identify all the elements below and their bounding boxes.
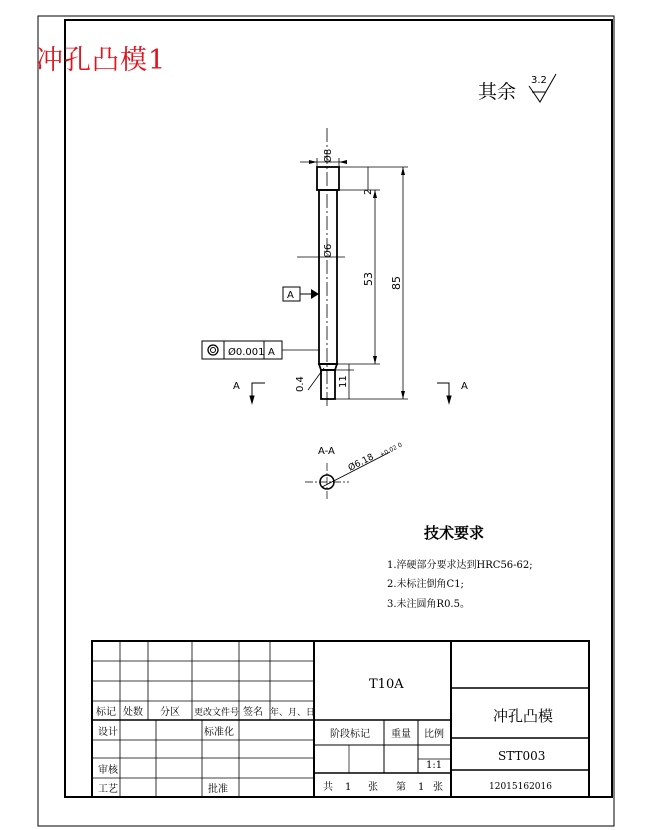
label-standardization: 标准化 (204, 727, 234, 738)
outer-border (38, 16, 614, 826)
punch-tip (321, 370, 335, 399)
inner-border (65, 20, 612, 797)
tech-req-item-1: 1.淬硬部分要求达到HRC56-62; (387, 560, 533, 571)
sheet-number: 1 (418, 782, 425, 793)
label-process: 工艺 (98, 784, 118, 795)
dim-shank-length: 53 (362, 272, 375, 286)
tolerance-datum: A (268, 347, 275, 358)
label-stage: 阶段标记 (330, 729, 370, 740)
dim-tip-length: 11 (338, 375, 349, 388)
section-marker-left (250, 383, 265, 403)
section-marker-right (437, 383, 451, 403)
section-view (305, 452, 390, 500)
concentricity-icon (208, 345, 218, 355)
document-code: 12015162016 (489, 782, 552, 792)
label-weight: 重量 (391, 729, 411, 740)
section-view-title: A-A (318, 446, 335, 457)
roughness-label: 其余 (478, 81, 517, 103)
header-signature: 签名 (243, 707, 263, 718)
concentricity-inner-icon (211, 348, 216, 353)
dim-chamfer: 0.4 (295, 376, 306, 392)
tech-req-title: 技术要求 (424, 524, 485, 542)
total-count: 1 (345, 782, 352, 793)
dim-tip-dia: Ø6.18 (346, 452, 376, 474)
label-sheets: 张 (368, 782, 378, 793)
tech-req-item-3: 3.未注圆角R0.5。 (387, 599, 470, 610)
label-design: 设计 (98, 727, 118, 738)
punch-part (317, 167, 339, 399)
label-approve: 批准 (208, 784, 228, 795)
tolerance-value: Ø0.001 (228, 347, 265, 358)
dim-head-dia: Ø8 (323, 148, 334, 163)
dim-shank-dia: Ø6 (323, 243, 334, 258)
header-mark: 标记 (96, 707, 116, 718)
header-count: 处数 (123, 707, 143, 718)
scale-value: 1:1 (426, 760, 443, 771)
label-sheet: 第 (396, 782, 406, 793)
title-block-headers (96, 705, 315, 718)
section-label-right: A (461, 381, 468, 392)
label-scale: 比例 (424, 729, 444, 740)
drawing-title: 冲孔凸模1 (36, 45, 167, 76)
dim-head-height: 2 (363, 188, 374, 195)
punch-head (317, 167, 339, 190)
part-name: 冲孔凸模 (493, 707, 554, 725)
header-change-doc: 更改文件号 (194, 708, 240, 718)
drawing-number: STT003 (498, 749, 546, 763)
material: T10A (369, 677, 404, 692)
tolerance-frame (202, 341, 319, 359)
label-review: 审核 (98, 765, 118, 776)
header-zone: 分区 (160, 707, 180, 718)
label-total: 共 (323, 782, 333, 793)
tech-req-item-2: 2.未标注倒角C1; (387, 579, 464, 590)
dim-tip-tol: +0.02 0 (378, 441, 404, 459)
section-label-left: A (233, 381, 240, 392)
datum-label: A (287, 290, 294, 301)
header-date: 年、月、日 (270, 708, 316, 718)
roughness-value: 3.2 (531, 75, 547, 86)
label-sheet-unit: 张 (433, 782, 443, 793)
datum-triangle-icon (311, 289, 319, 299)
punch-shank (319, 190, 337, 364)
dim-total-length: 85 (390, 276, 403, 290)
